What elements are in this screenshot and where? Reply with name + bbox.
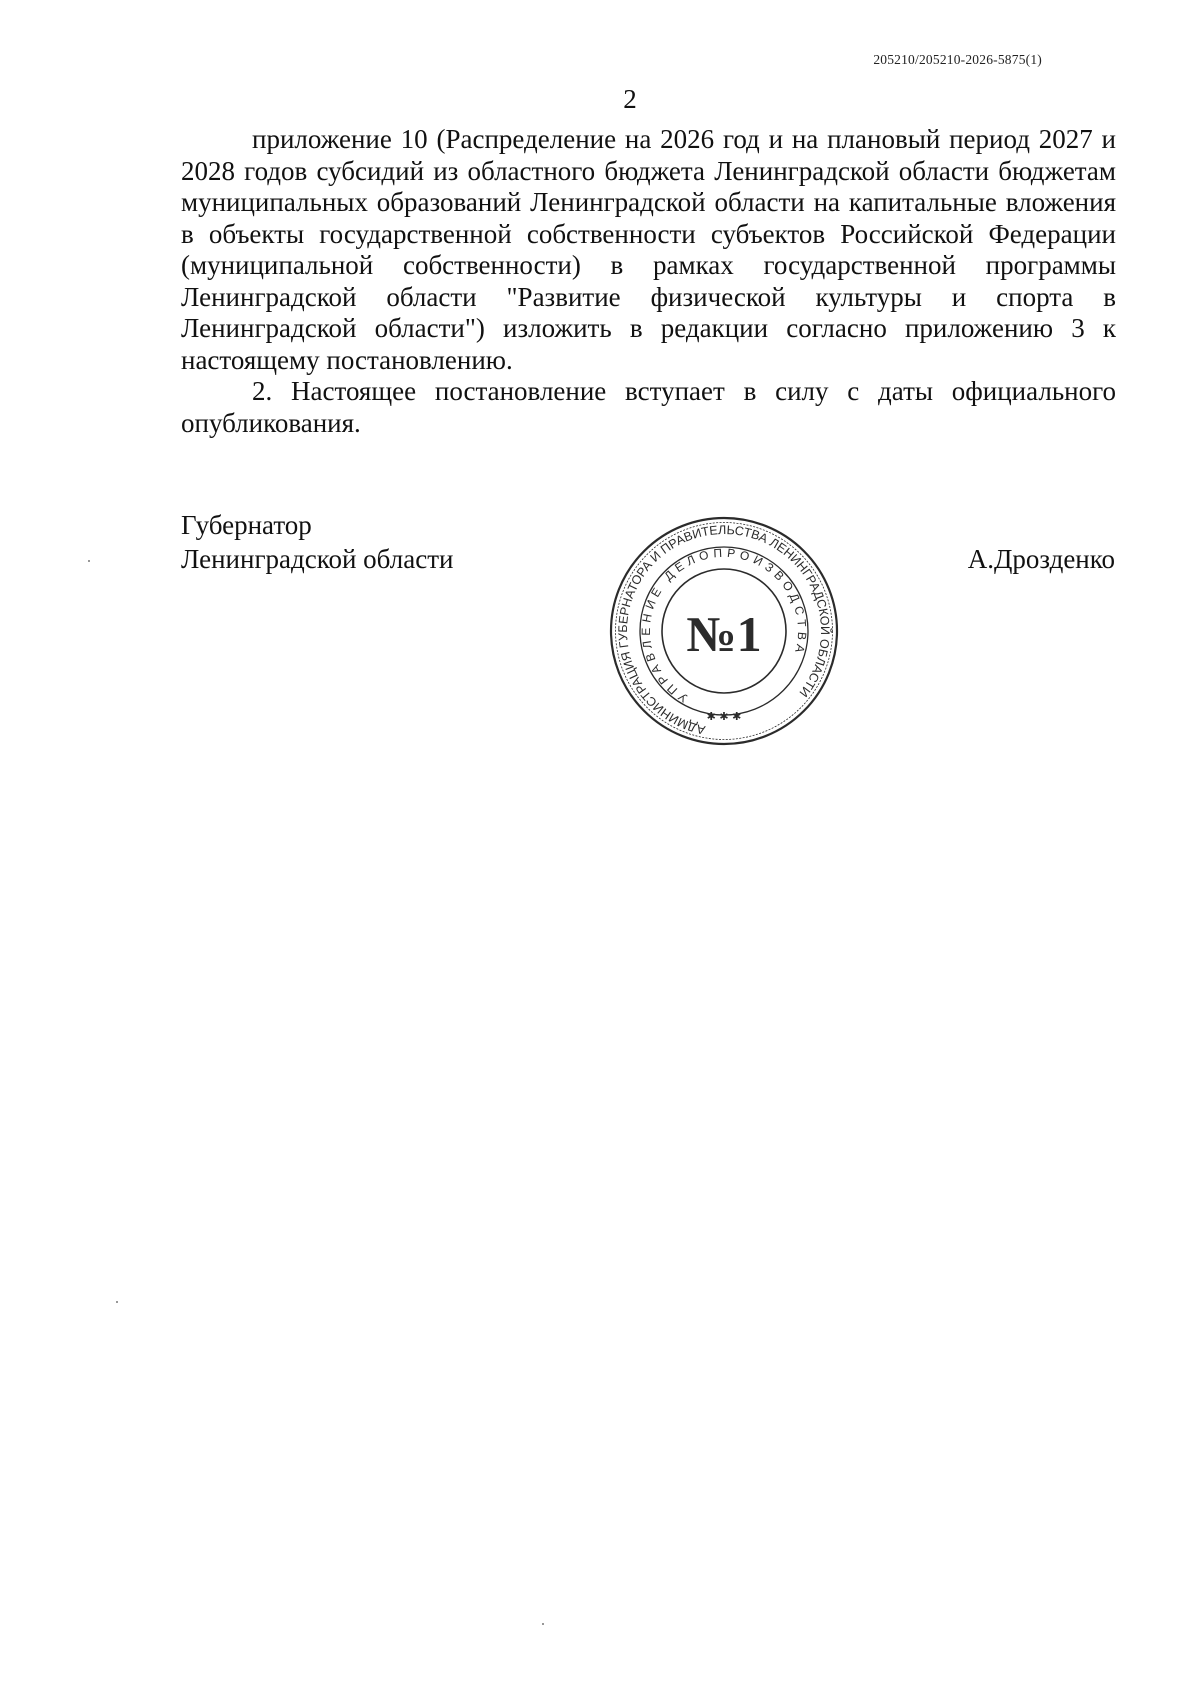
- page-number: 2: [623, 84, 637, 114]
- document-body: [181, 124, 1116, 439]
- seal-center-number: №1: [686, 606, 762, 662]
- seal-outer-text: АДМИНИСТРАЦИЯ ГУБЕРНАТОРА И ПРАВИТЕЛЬСТВА ЛЕНИНГРАДСКОЙ ОБЛАСТИ: [615, 522, 833, 738]
- document-id: 205210/205210-2026-5875(1): [873, 52, 1042, 67]
- signatory-title-line1: Губернатор: [181, 510, 312, 540]
- paragraph-appendix-10: приложение 10 (Распределение на 2026 год и на плановый период 2027 и 2028 годов субсидий из областного бюджета Ленинградской области бюджетам муниципальных образований Ленинградской области на капитальные вложения в объекты государственной собственности субъектов Российской Федерации (муниципальной собственности) в рамках государственной программы Ленинградской области "Развитие физической культуры и спорта в Ленинградской области") изложить в редакции согласно приложению 3 к настоящему постановлению.: [181, 124, 1116, 375]
- signatory-title-line2: Ленинградской области: [181, 544, 454, 574]
- seal-inner-text: УПРАВЛЕНИЕ ДЕЛОПРОИЗВОДСТВА: [638, 545, 810, 706]
- signatory-name: А.Дрозденко: [967, 544, 1115, 574]
- paragraph-effective-date: 2. Настоящее постановление вступает в силу с даты официального опубликования.: [181, 376, 1116, 438]
- scan-speck: [542, 1623, 544, 1625]
- scan-speck: [116, 1301, 118, 1303]
- seal-star-icon: ✱ ✱ ✱: [706, 710, 742, 723]
- signatory-title: [181, 508, 453, 576]
- official-seal: [606, 513, 842, 749]
- scan-speck: [88, 560, 90, 562]
